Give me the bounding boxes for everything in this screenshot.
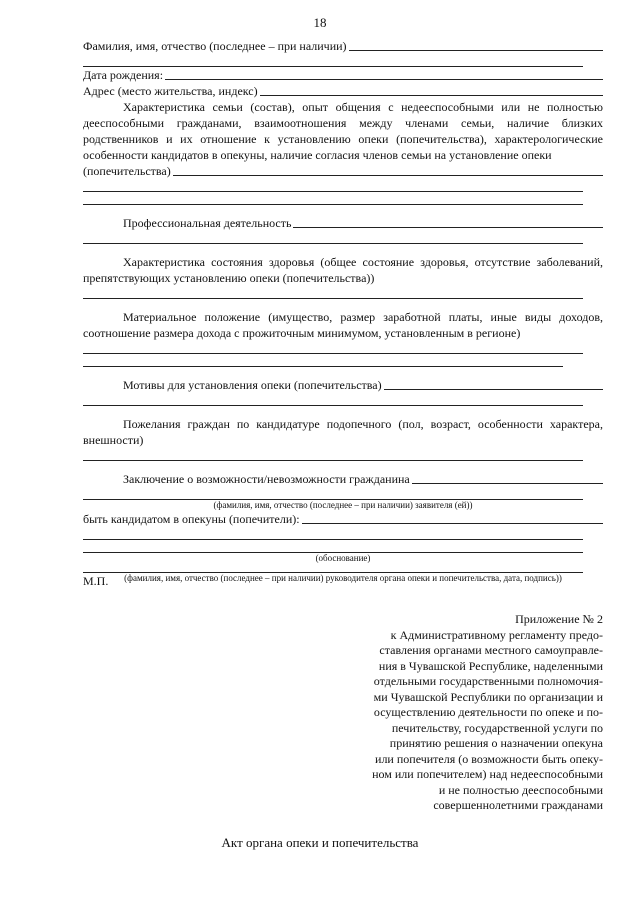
applicant-line[interactable] bbox=[83, 487, 583, 500]
appendix-block bbox=[303, 612, 603, 814]
appendix-line: ния в Чувашской Республике, наделенными bbox=[378, 658, 603, 673]
family-text-end: (попечительства) bbox=[83, 164, 171, 178]
health-paragraph bbox=[83, 254, 603, 286]
birth-row bbox=[83, 67, 603, 83]
family-field[interactable] bbox=[173, 175, 603, 176]
family-paragraph bbox=[83, 99, 603, 163]
appendix-line: ми Чувашской Республики по организации и bbox=[373, 689, 603, 704]
candidate-row bbox=[83, 511, 603, 527]
motives-field[interactable] bbox=[384, 389, 603, 390]
fio-row bbox=[83, 38, 603, 54]
blank-line[interactable] bbox=[83, 231, 583, 244]
blank-line[interactable] bbox=[83, 448, 583, 461]
address-field[interactable] bbox=[260, 95, 603, 96]
appendix-line: отдельными государственными полномочия- bbox=[373, 674, 603, 688]
appendix-line: и не полностью дееспособными bbox=[438, 782, 603, 797]
appendix-line: совершеннолетними гражданами bbox=[433, 798, 603, 812]
birth-label: Дата рождения: bbox=[83, 68, 164, 82]
act-title: Акт органа опеки и попечительства bbox=[221, 835, 419, 850]
justification-caption: (обоснование) bbox=[315, 553, 371, 563]
wishes-text: Пожелания граждан по кандидатуре подопечного (пол, возраст, особенности характера, внешности) bbox=[83, 417, 603, 447]
address-label: Адрес (место жительства, индекс) bbox=[83, 84, 258, 98]
blank-line[interactable] bbox=[83, 527, 583, 540]
fio-label: Фамилия, имя, отчество (последнее – при наличии) bbox=[83, 39, 347, 53]
blank-line[interactable] bbox=[83, 393, 583, 406]
professional-label: Профессиональная деятельность bbox=[123, 216, 292, 230]
candidate-field[interactable] bbox=[302, 523, 603, 524]
stamp-label: М.П. bbox=[83, 574, 109, 588]
appendix-line: ставления органами местного самоуправле- bbox=[379, 643, 603, 657]
signature-line[interactable] bbox=[83, 564, 583, 573]
blank-line[interactable] bbox=[83, 192, 583, 205]
motives-label: Мотивы для установления опеки (попечительства) bbox=[123, 378, 382, 392]
blank-line[interactable] bbox=[83, 54, 583, 67]
blank-line[interactable] bbox=[83, 354, 563, 367]
professional-field[interactable] bbox=[293, 227, 603, 228]
family-text: Характеристика семьи (состав), опыт общения с недееспособными или не полностью дееспособными гражданами, взаимоотношения между членами семьи, наличие близких родственников и их отношение к установлению опеки (попечительства), характерологические особенности кандидатов в опекуны, наличие согласия членов семьи на установление опеки bbox=[83, 100, 603, 162]
blank-line[interactable] bbox=[83, 286, 583, 299]
health-text: Характеристика состояния здоровья (общее состояние здоровья, отсутствие заболеваний, препятствующих установлению опеки (попечительства)) bbox=[83, 255, 603, 285]
professional-row bbox=[83, 215, 603, 231]
conclusion-label: Заключение о возможности/невозможности гражданина bbox=[123, 472, 410, 486]
material-paragraph bbox=[83, 309, 603, 341]
fio-field[interactable] bbox=[349, 50, 603, 51]
appendix-line: Приложение № 2 bbox=[515, 612, 603, 626]
blank-line[interactable] bbox=[83, 179, 583, 192]
address-row bbox=[83, 83, 603, 99]
appendix-line: осуществлению деятельности по опеке и по- bbox=[373, 705, 603, 719]
motives-row bbox=[83, 377, 603, 393]
head-caption: (фамилия, имя, отчество (последнее – при наличии) руководителя органа опеки и попечительства, дата, подпись)) bbox=[124, 573, 562, 583]
page-number: 18 bbox=[313, 15, 327, 30]
appendix-line: или попечителя (о возможности быть опеку- bbox=[375, 751, 603, 766]
birth-field[interactable] bbox=[165, 79, 603, 80]
blank-line[interactable] bbox=[83, 341, 583, 354]
conclusion-row bbox=[83, 471, 603, 487]
applicant-caption: (фамилия, имя, отчество (последнее – при наличии) заявителя (ей)) bbox=[213, 500, 473, 510]
wishes-paragraph bbox=[83, 416, 603, 448]
appendix-line: печительству, государственной услуги по bbox=[391, 720, 603, 735]
candidate-label: быть кандидатом в опекуны (попечители): bbox=[83, 512, 300, 526]
appendix-line: к Административному регламенту предо- bbox=[390, 627, 603, 642]
blank-line[interactable] bbox=[83, 540, 583, 553]
appendix-line: ном или попечителем) над недееспособными bbox=[372, 767, 603, 781]
family-row bbox=[83, 163, 603, 179]
conclusion-field[interactable] bbox=[412, 483, 603, 484]
appendix-line: принятию решения о назначении опекуна bbox=[389, 736, 603, 750]
guardian-form bbox=[83, 38, 603, 584]
material-text: Материальное положение (имущество, размер заработной платы, иные виды доходов, соотношение размера дохода с прожиточным минимумом, установленным в регионе) bbox=[83, 310, 603, 340]
